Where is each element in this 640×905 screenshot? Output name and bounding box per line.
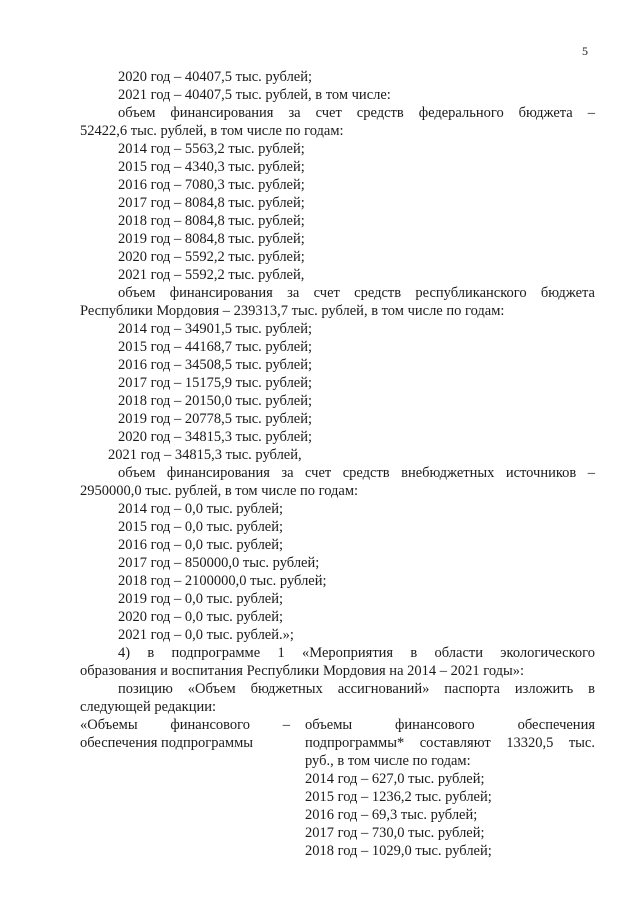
- passport-value-column: [305, 716, 595, 860]
- extra-year-line: 2019 год – 0,0 тыс. рублей;: [118, 591, 284, 607]
- passport-value-line1: объемы финансового обеспечения: [305, 717, 595, 733]
- extra-paragraph-line2: 2950000,0 тыс. рублей, в том числе по годам:: [80, 483, 359, 499]
- republic-year-line: 2018 год – 20150,0 тыс. рублей;: [118, 393, 313, 409]
- federal-year-line: 2015 год – 4340,3 тыс. рублей;: [118, 159, 305, 175]
- republic-paragraph-line1: объем финансирования за счет средств республиканского бюджета: [118, 285, 595, 301]
- federal-year-line: 2018 год – 8084,8 тыс. рублей;: [118, 213, 305, 229]
- extra-year-line: 2017 год – 850000,0 тыс. рублей;: [118, 555, 320, 571]
- position-paragraph-line1: позицию «Объем бюджетных ассигнований» паспорта изложить в: [118, 681, 595, 697]
- passport-value-line3: руб., в том числе по годам:: [305, 753, 471, 769]
- republic-year-line: 2017 год – 15175,9 тыс. рублей;: [118, 375, 313, 391]
- extra-year-line: 2014 год – 0,0 тыс. рублей;: [118, 501, 284, 517]
- position-paragraph-line2: следующей редакции:: [80, 699, 217, 715]
- passport-label-line2: обеспечения подпрограммы: [80, 735, 254, 751]
- federal-paragraph-line1: объем финансирования за счет средств федерального бюджета –: [118, 105, 595, 121]
- republic-paragraph-line2: Республики Мордовия – 239313,7 тыс. рублей, в том числе по годам:: [80, 303, 505, 319]
- federal-year-line: 2019 год – 8084,8 тыс. рублей;: [118, 231, 305, 247]
- republic-year-line: 2019 год – 20778,5 тыс. рублей;: [118, 411, 313, 427]
- extra-year-line: 2020 год – 0,0 тыс. рублей;: [118, 609, 284, 625]
- extra-year-line: 2015 год – 0,0 тыс. рублей;: [118, 519, 284, 535]
- extra-paragraph-line1: объем финансирования за счет средств внебюджетных источников –: [118, 465, 595, 481]
- passport-year-line: 2015 год – 1236,2 тыс. рублей;: [305, 789, 492, 805]
- federal-paragraph-line2: 52422,6 тыс. рублей, в том числе по годам:: [80, 123, 344, 139]
- page-number: 5: [582, 44, 588, 58]
- republic-year-line: 2014 год – 34901,5 тыс. рублей;: [118, 321, 313, 337]
- extra-year-line: 2021 год – 0,0 тыс. рублей.»;: [118, 627, 294, 643]
- passport-year-line: 2016 год – 69,3 тыс. рублей;: [305, 807, 478, 823]
- federal-year-line: 2017 год – 8084,8 тыс. рублей;: [118, 195, 305, 211]
- item4-line1: 4) в подпрограмме 1 «Мероприятия в области экологического: [118, 645, 595, 661]
- federal-year-line: 2016 год – 7080,3 тыс. рублей;: [118, 177, 305, 193]
- extra-year-line: 2018 год – 2100000,0 тыс. рублей;: [118, 573, 327, 589]
- passport-year-line: 2014 год – 627,0 тыс. рублей;: [305, 771, 485, 787]
- passport-year-line: 2018 год – 1029,0 тыс. рублей;: [305, 843, 492, 859]
- passport-label-line1: «Объемы финансового –: [80, 717, 290, 733]
- republic-year-line: 2015 год – 44168,7 тыс. рублей;: [118, 339, 313, 355]
- budget-year-line: 2021 год – 40407,5 тыс. рублей, в том числе:: [118, 87, 391, 103]
- federal-year-line: 2021 год – 5592,2 тыс. рублей,: [118, 267, 305, 283]
- republic-year-line: 2016 год – 34508,5 тыс. рублей;: [118, 357, 313, 373]
- item4-line2: образования и воспитания Республики Мордовия на 2014 – 2021 годы»:: [80, 663, 525, 679]
- passport-year-line: 2017 год – 730,0 тыс. рублей;: [305, 825, 485, 841]
- republic-year-line: 2021 год – 34815,3 тыс. рублей,: [108, 447, 302, 463]
- passport-value-line2: подпрограммы* составляют 13320,5 тыс.: [305, 735, 595, 751]
- extra-year-line: 2016 год – 0,0 тыс. рублей;: [118, 537, 284, 553]
- federal-year-line: 2014 год – 5563,2 тыс. рублей;: [118, 141, 305, 157]
- republic-year-line: 2020 год – 34815,3 тыс. рублей;: [118, 429, 313, 445]
- federal-year-line: 2020 год – 5592,2 тыс. рублей;: [118, 249, 305, 265]
- budget-year-line: 2020 год – 40407,5 тыс. рублей;: [118, 69, 313, 85]
- passport-label-column: [80, 716, 290, 752]
